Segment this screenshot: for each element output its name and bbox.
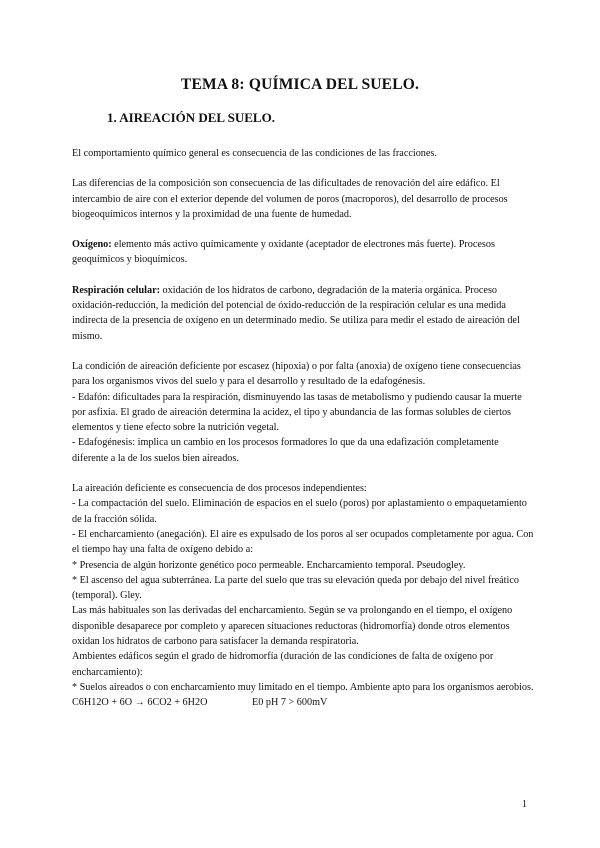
formula-equation: C6H12O + 6O → 6CO2 + 6H2O xyxy=(72,697,208,709)
list-item: - El encharcamiento (anegación). El aire es expulsado de los poros al ser ocupados completamente por agua. Con el tiempo hay una falta de oxígeno debido a: xyxy=(72,528,534,556)
paragraph: Ambientes edáficos según el grado de hidromorfía (duración de las condiciones de falta de oxígeno por encharcamiento): xyxy=(72,651,494,678)
page-title: TEMA 8: QUÍMICA DEL SUELO. xyxy=(180,76,420,93)
list-item: * El ascenso del agua subterránea. La parte del suelo que tras su elevación queda por debajo del nivel freático (temporal). Gley. xyxy=(72,574,519,602)
page-number: 1 xyxy=(522,799,527,810)
list-item: * Suelos aireados o con encharcamiento muy limitado en el tiempo. Ambiente apto para los organismos aerobios. xyxy=(72,681,534,693)
list-item: - Edafón: dificultades para la respiración, disminuyendo las tasas de metabolismo y pudiendo causar la muerte por asfixia. El grado de aireación determina la acidez, el tipo y abundancia de las formas solubles de ciertos elementos y tiene efecto sobre la nutrición vegetal. xyxy=(72,391,522,434)
chemical-formula xyxy=(72,695,534,710)
list-item: * Presencia de algún horizonte genético poco permeable. Encharcamiento temporal. Pseudogley. xyxy=(72,559,466,571)
term-definition: oxidación de los hidratos de carbono, degradación de la materia orgánica. Proceso oxidación-reducción, la medición del potencial de óxido-reducción de la respiración celular es una medida indirecta de la presencia de oxígeno en un determinado medio. Se utiliza para medir el estado de aireación del mismo. xyxy=(72,284,520,342)
section-heading: 1. AIREACIÓN DEL SUELO. xyxy=(107,110,275,125)
list-item: - Edafogénesis: implica un cambio en los procesos formadores lo que da una edafización completamente diferente a la de los suelos bien aireados. xyxy=(72,437,499,464)
list-item: - La compactación del suelo. Eliminación de espacios en el suelo (poros) por aplastamiento o empaquetamiento de la fracción sólida. xyxy=(72,498,527,525)
formula-potential: E0 pH 7 > 600mV xyxy=(252,697,328,709)
term-label: Oxígeno: xyxy=(72,239,112,251)
paragraph: La aireación deficiente es consecuencia de dos procesos independientes: xyxy=(72,483,367,495)
paragraph: Las más habituales son las derivadas del encharcamiento. Según se va prolongando en el tiempo, el oxígeno disponible desaparece por completo y aparecen situaciones reductoras (hidromorfía) donde otros elementos oxidan los hidratos de carbono para satisfacer la demanda respiratoria. xyxy=(72,605,513,648)
paragraph: La condición de aireación deficiente por escasez (hipoxia) o por falta (anoxia) de oxígeno tiene consecuencias para los organismos vivos del suelo y para el desarrollo y resultado de la edafogénesis. xyxy=(72,360,521,388)
paragraph xyxy=(72,283,534,344)
term-label: Respiración celular: xyxy=(72,284,160,296)
paragraph: Las diferencias de la composición son consecuencia de las dificultades de renovación del aire edáfico. El intercambio de aire con el exterior depende del volumen de poros (macroporos), del desarrollo de procesos biogeoquímicos internos y la proximidad de una fuente de humedad. xyxy=(72,178,508,220)
paragraph xyxy=(72,237,534,268)
document-body xyxy=(72,146,534,711)
paragraph: El comportamiento químico general es consecuencia de las condiciones de las fracciones. xyxy=(72,148,437,159)
term-definition: elemento más activo químicamente y oxidante (aceptador de electrones más fuerte). Procesos geoquímicos y bioquímicos. xyxy=(72,239,495,266)
